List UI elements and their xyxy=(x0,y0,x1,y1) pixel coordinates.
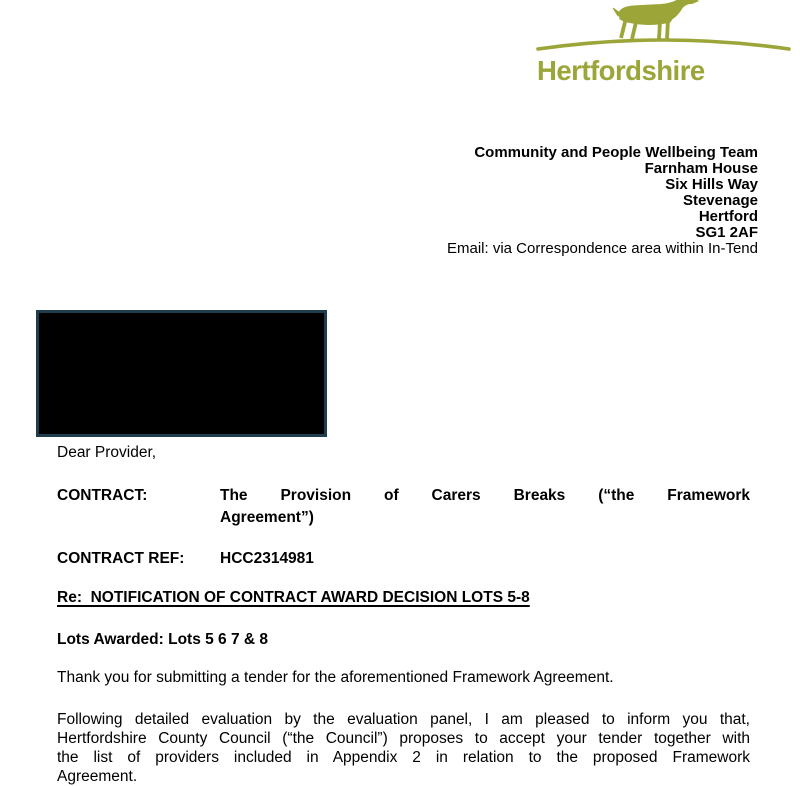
re-subject-line: Re: NOTIFICATION OF CONTRACT AWARD DECISION LOTS 5-8 xyxy=(57,589,530,606)
contract-ref-row xyxy=(57,549,750,568)
body-line: Hertfordshire County Council (“the Council”) proposes to accept your tender together with xyxy=(57,730,750,747)
contract-value-line: Agreement”) xyxy=(220,509,314,526)
sender-address-block xyxy=(447,145,758,257)
contract-label: CONTRACT: xyxy=(57,487,148,504)
salutation: Dear Provider, xyxy=(57,444,157,461)
thanks-line: Thank you for submitting a tender for the aforementioned Framework Agreement. xyxy=(57,669,614,686)
address-line: Farnham House xyxy=(644,160,758,177)
lots-awarded-line: Lots Awarded: Lots 5 6 7 & 8 xyxy=(57,631,269,648)
contract-ref-label: CONTRACT REF: xyxy=(57,550,185,567)
body-line: Following detailed evaluation by the evaluation panel, I am pleased to inform you that, xyxy=(57,711,750,728)
logo-wordmark: Hertfordshire xyxy=(537,55,705,86)
body-line: Agreement. xyxy=(57,768,138,785)
contract-value xyxy=(220,485,750,529)
address-line: Community and People Wellbeing Team xyxy=(474,144,758,161)
address-line: SG1 2AF xyxy=(695,224,758,241)
contract-ref-value: HCC2314981 xyxy=(220,550,314,567)
stag-icon xyxy=(535,0,793,54)
address-line: Six Hills Way xyxy=(665,176,758,193)
hertfordshire-logo xyxy=(535,0,793,90)
hill-arc xyxy=(538,40,789,49)
contract-row xyxy=(57,485,750,529)
address-line: Hertford xyxy=(698,208,758,225)
address-line: Stevenage xyxy=(682,192,758,209)
email-line: Email: via Correspondence area within In-Tend xyxy=(447,240,758,257)
contract-value-line: The Provision of Carers Breaks (“the Framework xyxy=(220,487,750,504)
body-line: the list of providers included in Appendix 2 in relation to the proposed Framework xyxy=(57,749,750,766)
redacted-recipient-block xyxy=(36,310,327,437)
